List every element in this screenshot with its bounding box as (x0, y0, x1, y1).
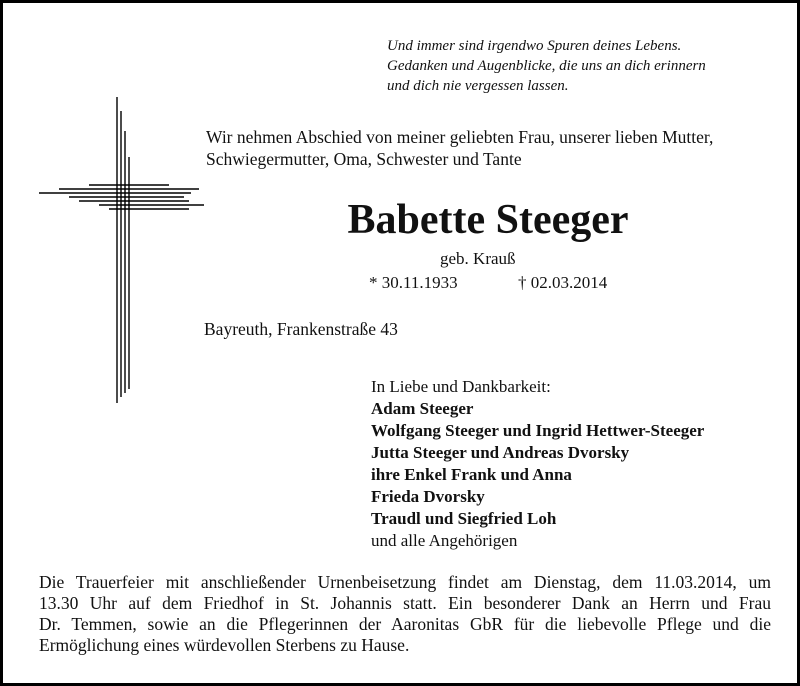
footer-line: Dr. Temmen, sowie an die Pflegerinnen der Aaronitas GbR für die liebevolle Pflege und die (39, 614, 771, 634)
quote-line: Gedanken und Augenblicke, die uns an dich erinnern (387, 58, 706, 74)
mourner-name: Traudl und Siegfried Loh (371, 509, 557, 528)
mourners-intro: In Liebe und Dankbarkeit: (371, 377, 551, 396)
line-cross-icon (39, 97, 219, 403)
mourner-name: Adam Steeger (371, 399, 474, 418)
mourner-name: Wolfgang Steeger und Ingrid Hettwer-Steeger (371, 421, 705, 440)
mourner-name: Frieda Dvorsky (371, 487, 485, 506)
quote-line: und dich nie vergessen lassen. (387, 78, 569, 94)
address: Bayreuth, Frankenstraße 43 (204, 319, 398, 339)
memorial-quote (387, 36, 706, 96)
birth-name: geb. Krauß (440, 249, 516, 268)
death-date: † 02.03.2014 (518, 273, 608, 292)
birth-date: * 30.11.1933 (369, 273, 458, 292)
mourners-list (371, 376, 704, 552)
intro-line: Wir nehmen Abschied von meiner geliebten Frau, unserer lieben Mutter, (206, 127, 714, 147)
intro-line: Schwiegermutter, Oma, Schwester und Tante (206, 149, 522, 169)
mourner-name: Jutta Steeger und Andreas Dvorsky (371, 443, 630, 462)
footer-line: Die Trauerfeier mit anschließender Urnenbeisetzung findet am Dienstag, dem 11.03.2014, um (39, 572, 771, 592)
mourner-name: ihre Enkel Frank und Anna (371, 465, 572, 484)
quote-line: Und immer sind irgendwo Spuren deines Lebens. (387, 38, 682, 54)
footer-line: 13.30 Uhr auf dem Friedhof in St. Johannis statt. Ein besonderer Dank an Herrn und Frau (39, 593, 771, 613)
funeral-details (39, 572, 771, 656)
footer-line: Ermöglichung eines würdevollen Sterbens zu Hause. (39, 635, 410, 655)
deceased-name: Babette Steeger (347, 197, 629, 243)
mourners-closing: und alle Angehörigen (371, 531, 518, 550)
farewell-intro (206, 126, 713, 170)
